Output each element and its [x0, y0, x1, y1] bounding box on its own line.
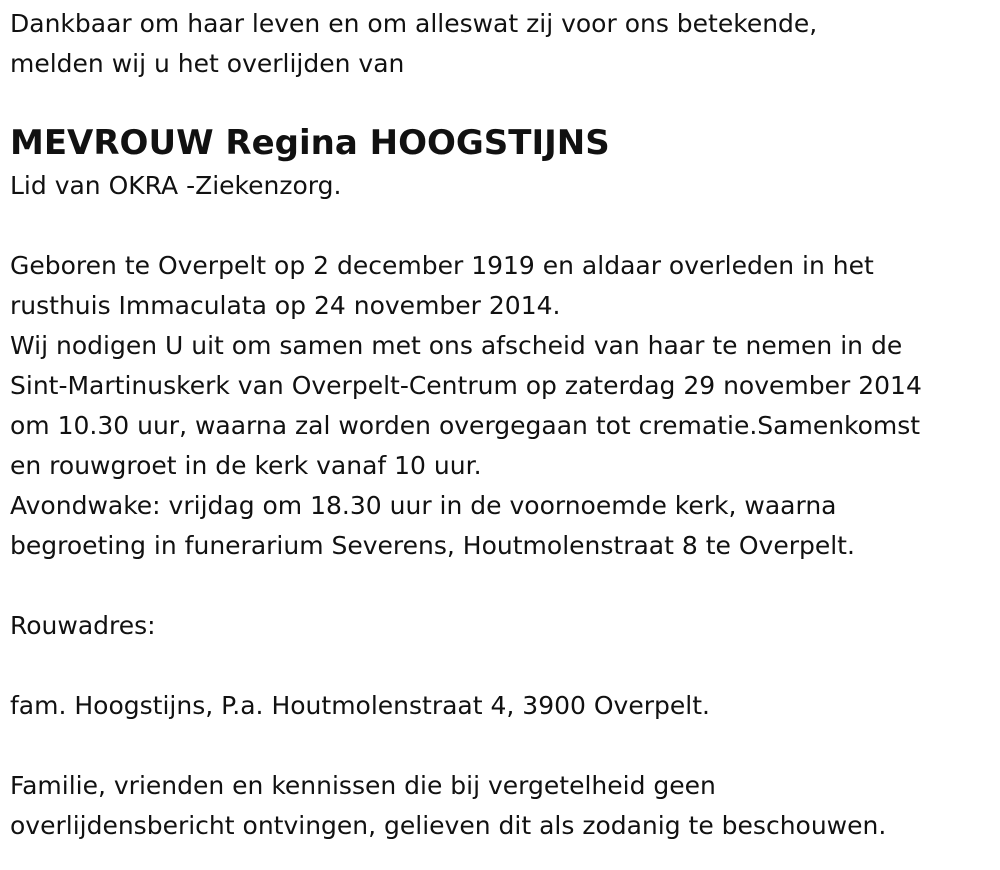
details-line: om 10.30 uur, waarna zal worden overgegaan tot crematie.Samenkomst: [10, 411, 921, 440]
closing-line-2: overlijdensbericht ontvingen, gelieven dit als zodanig te beschouwen.: [10, 811, 887, 840]
address-value: fam. Hoogstijns, P.a. Houtmolenstraat 4, 3900 Overpelt.: [10, 691, 710, 720]
details-line: en rouwgroet in de kerk vanaf 10 uur.: [10, 451, 482, 480]
closing-line-1: Familie, vrienden en kennissen die bij vergetelheid geen: [10, 771, 716, 800]
intro-line-1: Dankbaar om haar leven en om alleswat zij voor ons betekende,: [10, 9, 818, 38]
address-label: Rouwadres:: [10, 611, 156, 640]
ceremony-details: [10, 246, 990, 566]
spacer: [10, 206, 990, 246]
details-line: rusthuis Immaculata op 24 november 2014.: [10, 291, 561, 320]
spacer: [10, 726, 990, 766]
details-line: Geboren te Overpelt op 2 december 1919 en aldaar overleden in het: [10, 251, 874, 280]
intro-line-2: melden wij u het overlijden van: [10, 49, 405, 78]
spacer: [10, 646, 990, 686]
deceased-name: MEVROUW Regina HOOGSTIJNS: [10, 123, 610, 163]
details-line: Sint-Martinuskerk van Overpelt-Centrum op zaterdag 29 november 2014: [10, 371, 922, 400]
membership-line: Lid van OKRA -Ziekenzorg.: [10, 171, 342, 200]
closing-text: [10, 766, 990, 846]
details-line: begroeting in funerarium Severens, Houtmolenstraat 8 te Overpelt.: [10, 531, 855, 560]
intro-text: [10, 4, 990, 84]
details-line: Avondwake: vrijdag om 18.30 uur in de voornoemde kerk, waarna: [10, 491, 837, 520]
details-line: Wij nodigen U uit om samen met ons afscheid van haar te nemen in de: [10, 331, 903, 360]
spacer: [10, 566, 990, 606]
death-notice: [10, 0, 990, 846]
